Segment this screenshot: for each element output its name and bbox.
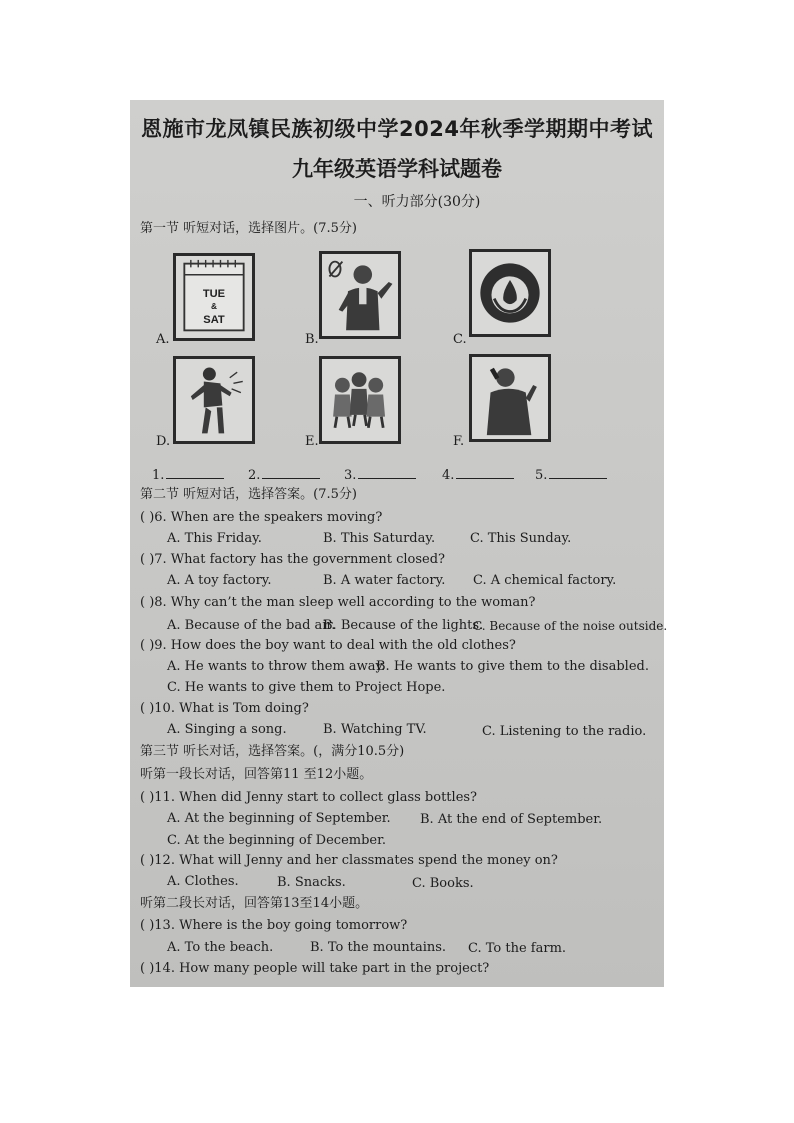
kids-group-icon [322, 359, 398, 441]
q11-option-a[interactable]: A. At the beginning of September. [167, 811, 391, 826]
answer-blank-3[interactable] [344, 466, 416, 483]
picture-label-c: C. [453, 332, 467, 347]
blank-number-4: 4. [442, 468, 455, 483]
blank-line-3[interactable] [358, 466, 416, 479]
picture-label-f: F. [453, 434, 465, 449]
question-11: ( )11. When did Jenny start to collect glass bottles? [140, 790, 478, 805]
q13-option-c[interactable]: C. To the farm. [468, 941, 567, 956]
q12-option-a[interactable]: A. Clothes. [167, 874, 239, 889]
q8-option-a[interactable]: A. Because of the bad air. [167, 618, 336, 633]
section3-heading: 第三节 听长对话，选择答案。(，满分10.5分) [140, 744, 405, 759]
question-12: ( )12. What will Jenny and her classmates spend the money on? [140, 853, 558, 868]
answer-blank-2[interactable] [248, 466, 320, 483]
exam-subtitle: 九年级英语学科试题卷 [292, 157, 502, 181]
q6-option-a[interactable]: A. This Friday. [167, 531, 262, 546]
answer-blank-4[interactable] [442, 466, 514, 483]
q7-option-b[interactable]: B. A water factory. [323, 573, 446, 588]
exam-sheet [130, 100, 668, 987]
question-9: ( )9. How does the boy want to deal with the old clothes? [140, 638, 516, 653]
q7-option-c[interactable]: C. A chemical factory. [473, 573, 617, 588]
calendar-text-top: TUE [202, 288, 226, 300]
picture-d [173, 356, 255, 444]
picture-f [469, 354, 551, 442]
q13-option-a[interactable]: A. To the beach. [167, 940, 274, 955]
q11-option-c[interactable]: C. At the beginning of December. [167, 833, 387, 848]
q11-option-b[interactable]: B. At the end of September. [420, 812, 603, 827]
section2-heading: 第二节 听短对话，选择答案。(7.5分) [140, 487, 357, 502]
phone-man-icon [472, 357, 548, 439]
question-6: ( )6. When are the speakers moving? [140, 510, 383, 525]
q12-option-b[interactable]: B. Snacks. [277, 875, 346, 890]
save-water-logo-icon [472, 252, 548, 334]
blank-line-5[interactable] [549, 466, 607, 479]
dialog2-instruction: 听第二段长对话，回答第13至14小题。 [140, 896, 369, 911]
question-8: ( )8. Why can’t the man sleep well according to the woman? [140, 595, 536, 610]
question-14: ( )14. How many people will take part in the project? [140, 961, 490, 976]
q8-option-c[interactable]: C. Because of the noise outside. [473, 619, 668, 633]
blank-number-2: 2. [248, 468, 261, 483]
q8-option-b[interactable]: B. Because of the lights. [323, 618, 484, 633]
q10-option-b[interactable]: B. Watching TV. [323, 722, 427, 737]
q13-option-b[interactable]: B. To the mountains. [310, 940, 447, 955]
part-heading: 一、听力部分(30分) [353, 194, 481, 210]
picture-a [173, 253, 255, 341]
dialog1-instruction: 听第一段长对话，回答第11 至12小题。 [140, 767, 373, 782]
picture-label-a: A. [156, 332, 170, 347]
q6-option-c[interactable]: C. This Sunday. [470, 531, 572, 546]
injured-man-icon [176, 359, 252, 441]
picture-b [319, 251, 401, 339]
exam-title: 恩施市龙凤镇民族初级中学2024年秋季学期期中考试 [141, 117, 653, 141]
q9-option-c[interactable]: C. He wants to give them to Project Hope. [167, 680, 446, 695]
blank-line-1[interactable] [166, 466, 224, 479]
answer-blank-1[interactable] [152, 466, 224, 483]
calendar-text-bot: SAT [203, 313, 225, 326]
blank-line-2[interactable] [262, 466, 320, 479]
blank-number-3: 3. [344, 468, 357, 483]
picture-c [469, 249, 551, 337]
hearing-sign-man-icon [322, 254, 398, 336]
blank-line-4[interactable] [456, 466, 514, 479]
q7-option-a[interactable]: A. A toy factory. [167, 573, 272, 588]
q12-option-c[interactable]: C. Books. [412, 876, 474, 891]
question-13: ( )13. Where is the boy going tomorrow? [140, 918, 408, 933]
q10-option-a[interactable]: A. Singing a song. [167, 722, 287, 737]
picture-label-e: E. [305, 434, 319, 449]
question-10: ( )10. What is Tom doing? [140, 701, 309, 716]
q10-option-c[interactable]: C. Listening to the radio. [482, 724, 647, 739]
q9-option-a[interactable]: A. He wants to throw them away. [167, 659, 386, 674]
picture-label-d: D. [156, 434, 171, 449]
answer-blank-5[interactable] [535, 466, 607, 483]
question-7: ( )7. What factory has the government closed? [140, 552, 446, 567]
picture-e [319, 356, 401, 444]
picture-label-b: B. [305, 332, 319, 347]
blank-number-5: 5. [535, 468, 548, 483]
q6-option-b[interactable]: B. This Saturday. [323, 531, 436, 546]
section1-heading: 第一节 听短对话，选择图片。(7.5分) [140, 221, 357, 236]
blank-number-1: 1. [152, 468, 165, 483]
calendar-text-mid: & [210, 301, 218, 312]
q9-option-b[interactable]: B. He wants to give them to the disabled. [376, 659, 649, 674]
calendar-icon [176, 256, 252, 338]
